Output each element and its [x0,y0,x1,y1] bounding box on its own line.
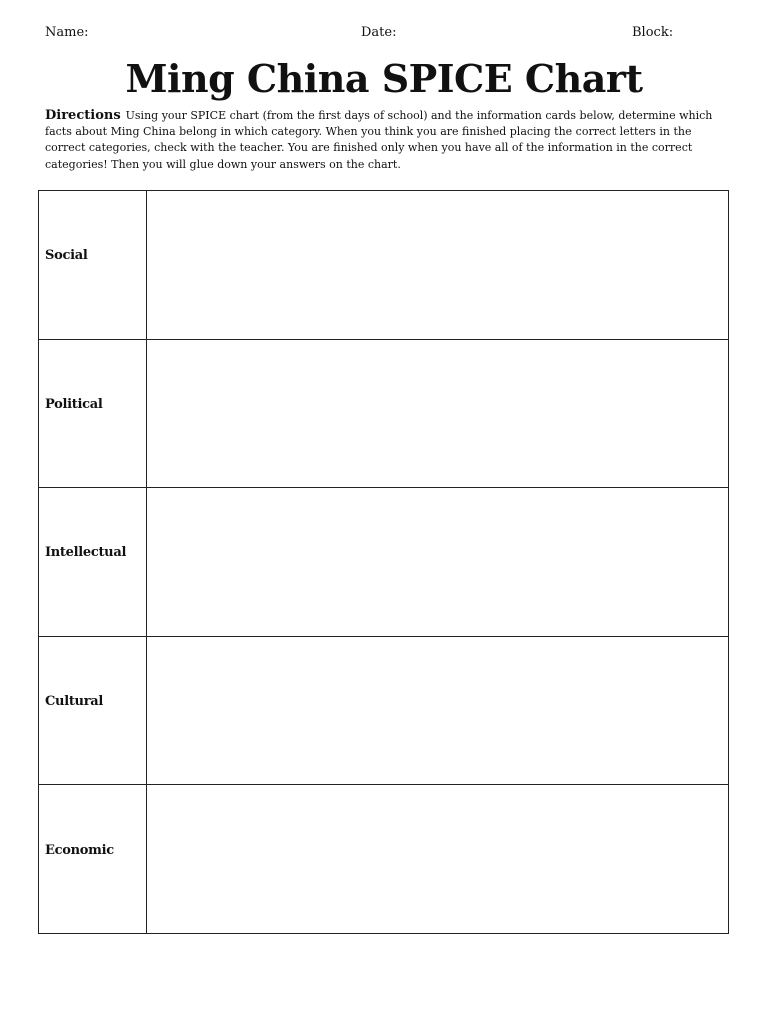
spice-row-social [39,191,729,340]
spice-row-cultural [39,636,729,785]
spice-row-political [39,339,729,488]
category-label-cultural: Cultural [39,636,147,785]
directions-text: Using your SPICE chart (from the first days of school) and the information cards below, determine which facts about Ming China belong in which category. When you think you are finished placing the correct letters in the correct categories, check with the teacher. You are finished only when you have all of the information in the correct categories! Then you will glue down your answers on the chart. [45,109,713,171]
category-label-economic: Economic [39,785,147,934]
answer-cell-intellectual[interactable] [147,488,729,637]
answer-cell-social[interactable] [147,191,729,340]
directions-label: Directions [45,108,121,123]
spice-row-intellectual [39,488,729,637]
page-title: Ming China SPICE Chart [125,56,643,101]
category-label-intellectual: Intellectual [39,488,147,637]
block-label: Block: [632,25,674,40]
answer-cell-political[interactable] [147,339,729,488]
answer-cell-economic[interactable] [147,785,729,934]
spice-row-economic [39,785,729,934]
name-label: Name: [45,25,89,40]
date-label: Date: [361,25,397,40]
answer-cell-cultural[interactable] [147,636,729,785]
category-label-social: Social [39,191,147,340]
category-label-political: Political [39,339,147,488]
spice-chart-table [38,190,729,934]
directions-paragraph [45,108,725,173]
